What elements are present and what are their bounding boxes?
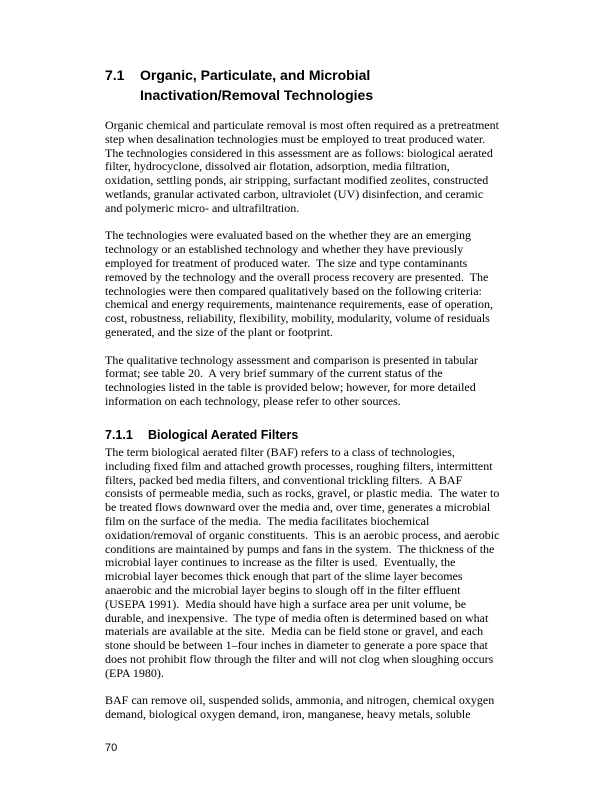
paragraph-line: stone should be between 1–four inches in diameter to generate a pore space that (105, 638, 488, 653)
section-title (140, 66, 373, 105)
paragraph-line: oxidation/removal of organic constituents. This is an aerobic process, and aerobic (105, 527, 500, 542)
paragraph-line: microbial layer becomes thick enough that part of the slime layer becomes (105, 569, 463, 584)
intro-paragraphs (105, 119, 499, 409)
paragraph (105, 446, 499, 681)
paragraph-line: does not prohibit flow through the filter and will not clog when sloughing occurs (105, 651, 494, 666)
paragraph-line: technology or an established technology and whether they have previously (105, 242, 464, 257)
subsection-paragraphs (105, 446, 499, 722)
paragraph-line: information on each technology, please refer to other sources. (105, 393, 401, 408)
paragraph (105, 119, 499, 216)
paragraph-line: generated, and the size of the plant or footprint. (105, 324, 333, 339)
paragraph-line: employed for treatment of produced water. The size and type contaminants (105, 255, 468, 270)
paragraph-line: oxidation, settling ponds, air stripping, surfactant modified zeolites, constructed (105, 173, 489, 188)
paragraph (105, 694, 499, 722)
paragraph-line: wetlands, granular activated carbon, ultraviolet (UV) disinfection, and ceramic (105, 186, 484, 201)
paragraph-line: filters, packed bed media filters, and conventional trickling filters. A BAF (105, 472, 463, 487)
paragraph-line: consists of permeable media, such as rocks, gravel, or plastic media. The water to (105, 486, 500, 501)
section-number: 7.1 (105, 67, 125, 83)
paragraph-line: The term biological aerated filter (BAF) refers to a class of technologies, (105, 445, 455, 459)
paragraph-line: be treated flows downward over the media and, over time, generates a microbial (105, 500, 491, 515)
paragraph-line: microbial layer continues to increase as the filter is used. Eventually, the (105, 555, 456, 570)
paragraph-line: BAF can remove oil, suspended solids, ammonia, and nitrogen, chemical oxygen (105, 693, 495, 708)
paragraph (105, 354, 499, 409)
paragraph (105, 229, 499, 339)
section-title-line-2: Inactivation/Removal Technologies (140, 86, 374, 103)
paragraph-line: The technologies were evaluated based on the whether they are an emerging (105, 228, 471, 243)
paragraph-line: chemical and energy requirements, maintenance requirements, ease of operation, (105, 297, 493, 312)
paragraph-line: (USEPA 1991). Media should have high a surface area per unit volume, be (105, 596, 467, 611)
paragraph-line: including fixed film and attached growth processes, roughing filters, intermittent (105, 458, 493, 473)
paragraph-line: step when desalination technologies must be employed to treat produced water. (105, 131, 486, 146)
paragraph-line: technologies were then compared qualitatively based on the following criteria: (105, 283, 482, 298)
paragraph-line: materials are available at the site. Media can be field stone or gravel, and each (105, 624, 484, 639)
paragraph-line: removed by the technology and the overall process recovery are presented. The (105, 269, 489, 284)
paragraph-line: conditions are maintained by pumps and fans in the system. The thickness of the (105, 541, 495, 556)
paragraph-line: and polymeric micro- and ultrafiltration. (105, 200, 300, 215)
paragraph-line: film on the surface of the media. The media facilitates biochemical (105, 513, 430, 528)
section-title-line-1: Organic, Particulate, and Microbial (140, 67, 371, 83)
paragraph-line: demand, biological oxygen demand, iron, manganese, heavy metals, soluble (105, 707, 471, 722)
subsection-number: 7.1.1 (105, 428, 133, 442)
paragraph-line: Organic chemical and particulate removal is most often required as a pretreatment (105, 118, 499, 132)
subsection-title: Biological Aerated Filters (148, 428, 299, 442)
paragraph-line: cost, robustness, reliability, flexibility, mobility, modularity, volume of residuals (105, 311, 490, 326)
paragraph-line: The qualitative technology assessment and comparison is presented in tabular (105, 352, 478, 367)
paragraph-line: format; see table 20. A very brief summary of the current status of the (105, 366, 443, 381)
page-number: 70 (105, 742, 118, 754)
subsection-heading (105, 428, 298, 443)
paragraph-line: technologies listed in the table is provided below; however, for more detailed (105, 380, 476, 395)
paragraph-line: The technologies considered in this assessment are as follows: biological aerated (105, 145, 493, 160)
paragraph-line: anaerobic and the microbial layer begins to slough off in the filter effluent (105, 582, 461, 597)
paragraph-line: (EPA 1980). (105, 665, 164, 680)
paragraph-line: durable, and inexpensive. The type of media often is determined based on what (105, 610, 489, 625)
section-heading (105, 66, 373, 105)
paragraph-line: filter, hydrocyclone, dissolved air flotation, adsorption, media filtration, (105, 159, 450, 174)
page-footer (105, 742, 117, 754)
